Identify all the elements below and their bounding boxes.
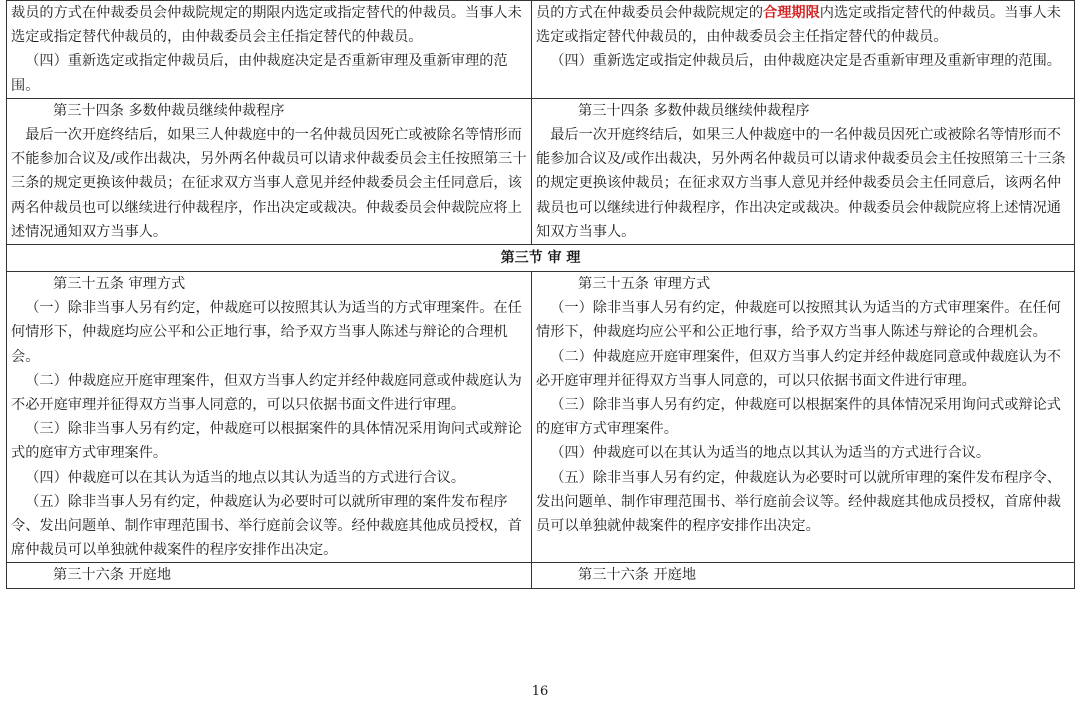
highlighted-text: 合理期限 — [763, 5, 820, 21]
left-cell — [7, 272, 532, 563]
table-row — [7, 272, 1075, 563]
article-title: 第三十六条 开庭地 — [578, 567, 697, 584]
text-span: 员的方式在仲裁委员会仲裁院规定的 — [536, 5, 764, 21]
table-row — [7, 1, 1075, 99]
paragraph: （四）仲裁庭可以在其认为适当的地点以其认为适当的方式进行合议。 — [25, 469, 466, 486]
paragraph: （四）仲裁庭可以在其认为适当的地点以其认为适当的方式进行合议。 — [550, 445, 991, 462]
paragraph: （三）除非当事人另有约定，仲裁庭可以根据案件的具体情况采用询问式或辩论式的庭审方式审理案件。 — [11, 421, 522, 462]
section-heading: 第三节 审 理 — [7, 245, 1075, 272]
paragraph: （五）除非当事人另有约定，仲裁庭认为必要时可以就所审理的案件发布程序令、发出问题单、制作审理范围书、举行庭前会议等。经仲裁庭其他成员授权，首席仲裁员可以单独就仲裁案件的程序安排作出决定。 — [11, 493, 522, 559]
paragraph: （四）重新选定或指定仲裁员后，由仲裁庭决定是否重新审理及重新审理的范围。 — [550, 53, 1061, 70]
comparison-table — [6, 0, 1075, 589]
paragraph: （二）仲裁庭应开庭审理案件，但双方当事人约定并经仲裁庭同意或仲裁庭认为不必开庭审理并征得双方当事人同意的，可以只依据书面文件进行审理。 — [536, 348, 1061, 389]
article-title: 第三十四条 多数仲裁员继续仲裁程序 — [53, 102, 285, 119]
left-cell — [7, 563, 532, 588]
paragraph: （三）除非当事人另有约定，仲裁庭可以根据案件的具体情况采用询问式或辩论式的庭审方式审理案件。 — [536, 397, 1061, 438]
article-title: 第三十六条 开庭地 — [53, 567, 172, 584]
paragraph — [536, 1, 1070, 49]
right-cell — [532, 272, 1075, 563]
table-row — [7, 98, 1075, 244]
right-cell — [532, 1, 1075, 99]
table-row — [7, 563, 1075, 588]
paragraph: 最后一次开庭终结后，如果三人仲裁庭中的一名仲裁员因死亡或被除名等情形而不能参加合议及/或作出裁决，另外两名仲裁员可以请求仲裁委员会主任按照第三十三条的规定更换该仲裁员；在征求双方当事人意见并经仲裁委员会主任同意后，该两名仲裁员也可以继续进行仲裁程序，作出决定或裁决。仲裁委员会仲裁院应将上述情况通知双方当事人。 — [536, 127, 1066, 240]
paragraph: 最后一次开庭终结后，如果三人仲裁庭中的一名仲裁员因死亡或被除名等情形而不能参加合议及/或作出裁决，另外两名仲裁员可以请求仲裁委员会主任按照第三十三条的规定更换该仲裁员；在征求双方当事人意见并经仲裁委员会主任同意后，该两名仲裁员也可以继续进行仲裁程序，作出决定或裁决。仲裁委员会仲裁院应将上述情况通知双方当事人。 — [11, 127, 527, 240]
table-row — [7, 245, 1075, 272]
left-cell — [7, 1, 532, 99]
paragraph: （二）仲裁庭应开庭审理案件，但双方当事人约定并经仲裁庭同意或仲裁庭认为不必开庭审理并征得双方当事人同意的，可以只依据书面文件进行审理。 — [11, 372, 522, 414]
paragraph: （四）重新选定或指定仲裁员后，由仲裁庭决定是否重新审理及重新审理的范围。 — [11, 53, 508, 94]
article-title: 第三十五条 审理方式 — [53, 276, 186, 293]
right-cell — [532, 563, 1075, 588]
left-cell — [7, 98, 532, 244]
paragraph: （一）除非当事人另有约定，仲裁庭可以按照其认为适当的方式审理案件。在任何情形下，仲裁庭均应公平和公正地行事，给予双方当事人陈述与辩论的合理机会。 — [536, 300, 1061, 341]
article-title: 第三十四条 多数仲裁员继续仲裁程序 — [578, 102, 810, 119]
text-span: 内选定或指定替代的仲裁员。当事人未选定或指定替代仲裁员的，由仲裁委员会主任指定替代的仲裁员。 — [536, 5, 1061, 46]
paragraph: 裁员的方式在仲裁委员会仲裁院规定的期限内选定或指定替代的仲裁员。当事人未选定或指定替代仲裁员的，由仲裁委员会主任指定替代的仲裁员。 — [11, 5, 522, 46]
paragraph: （五）除非当事人另有约定，仲裁庭认为必要时可以就所审理的案件发布程序令、发出问题单、制作审理范围书、举行庭前会议等。经仲裁庭其他成员授权，首席仲裁员可以单独就仲裁案件的程序安排作出决定。 — [536, 469, 1061, 535]
article-title: 第三十五条 审理方式 — [578, 276, 711, 293]
right-cell — [532, 98, 1075, 244]
page-number: 16 — [531, 684, 549, 699]
paragraph: （一）除非当事人另有约定，仲裁庭可以按照其认为适当的方式审理案件。在任何情形下，仲裁庭均应公平和公正地行事，给予双方当事人陈述与辩论的合理机会。 — [11, 300, 522, 365]
